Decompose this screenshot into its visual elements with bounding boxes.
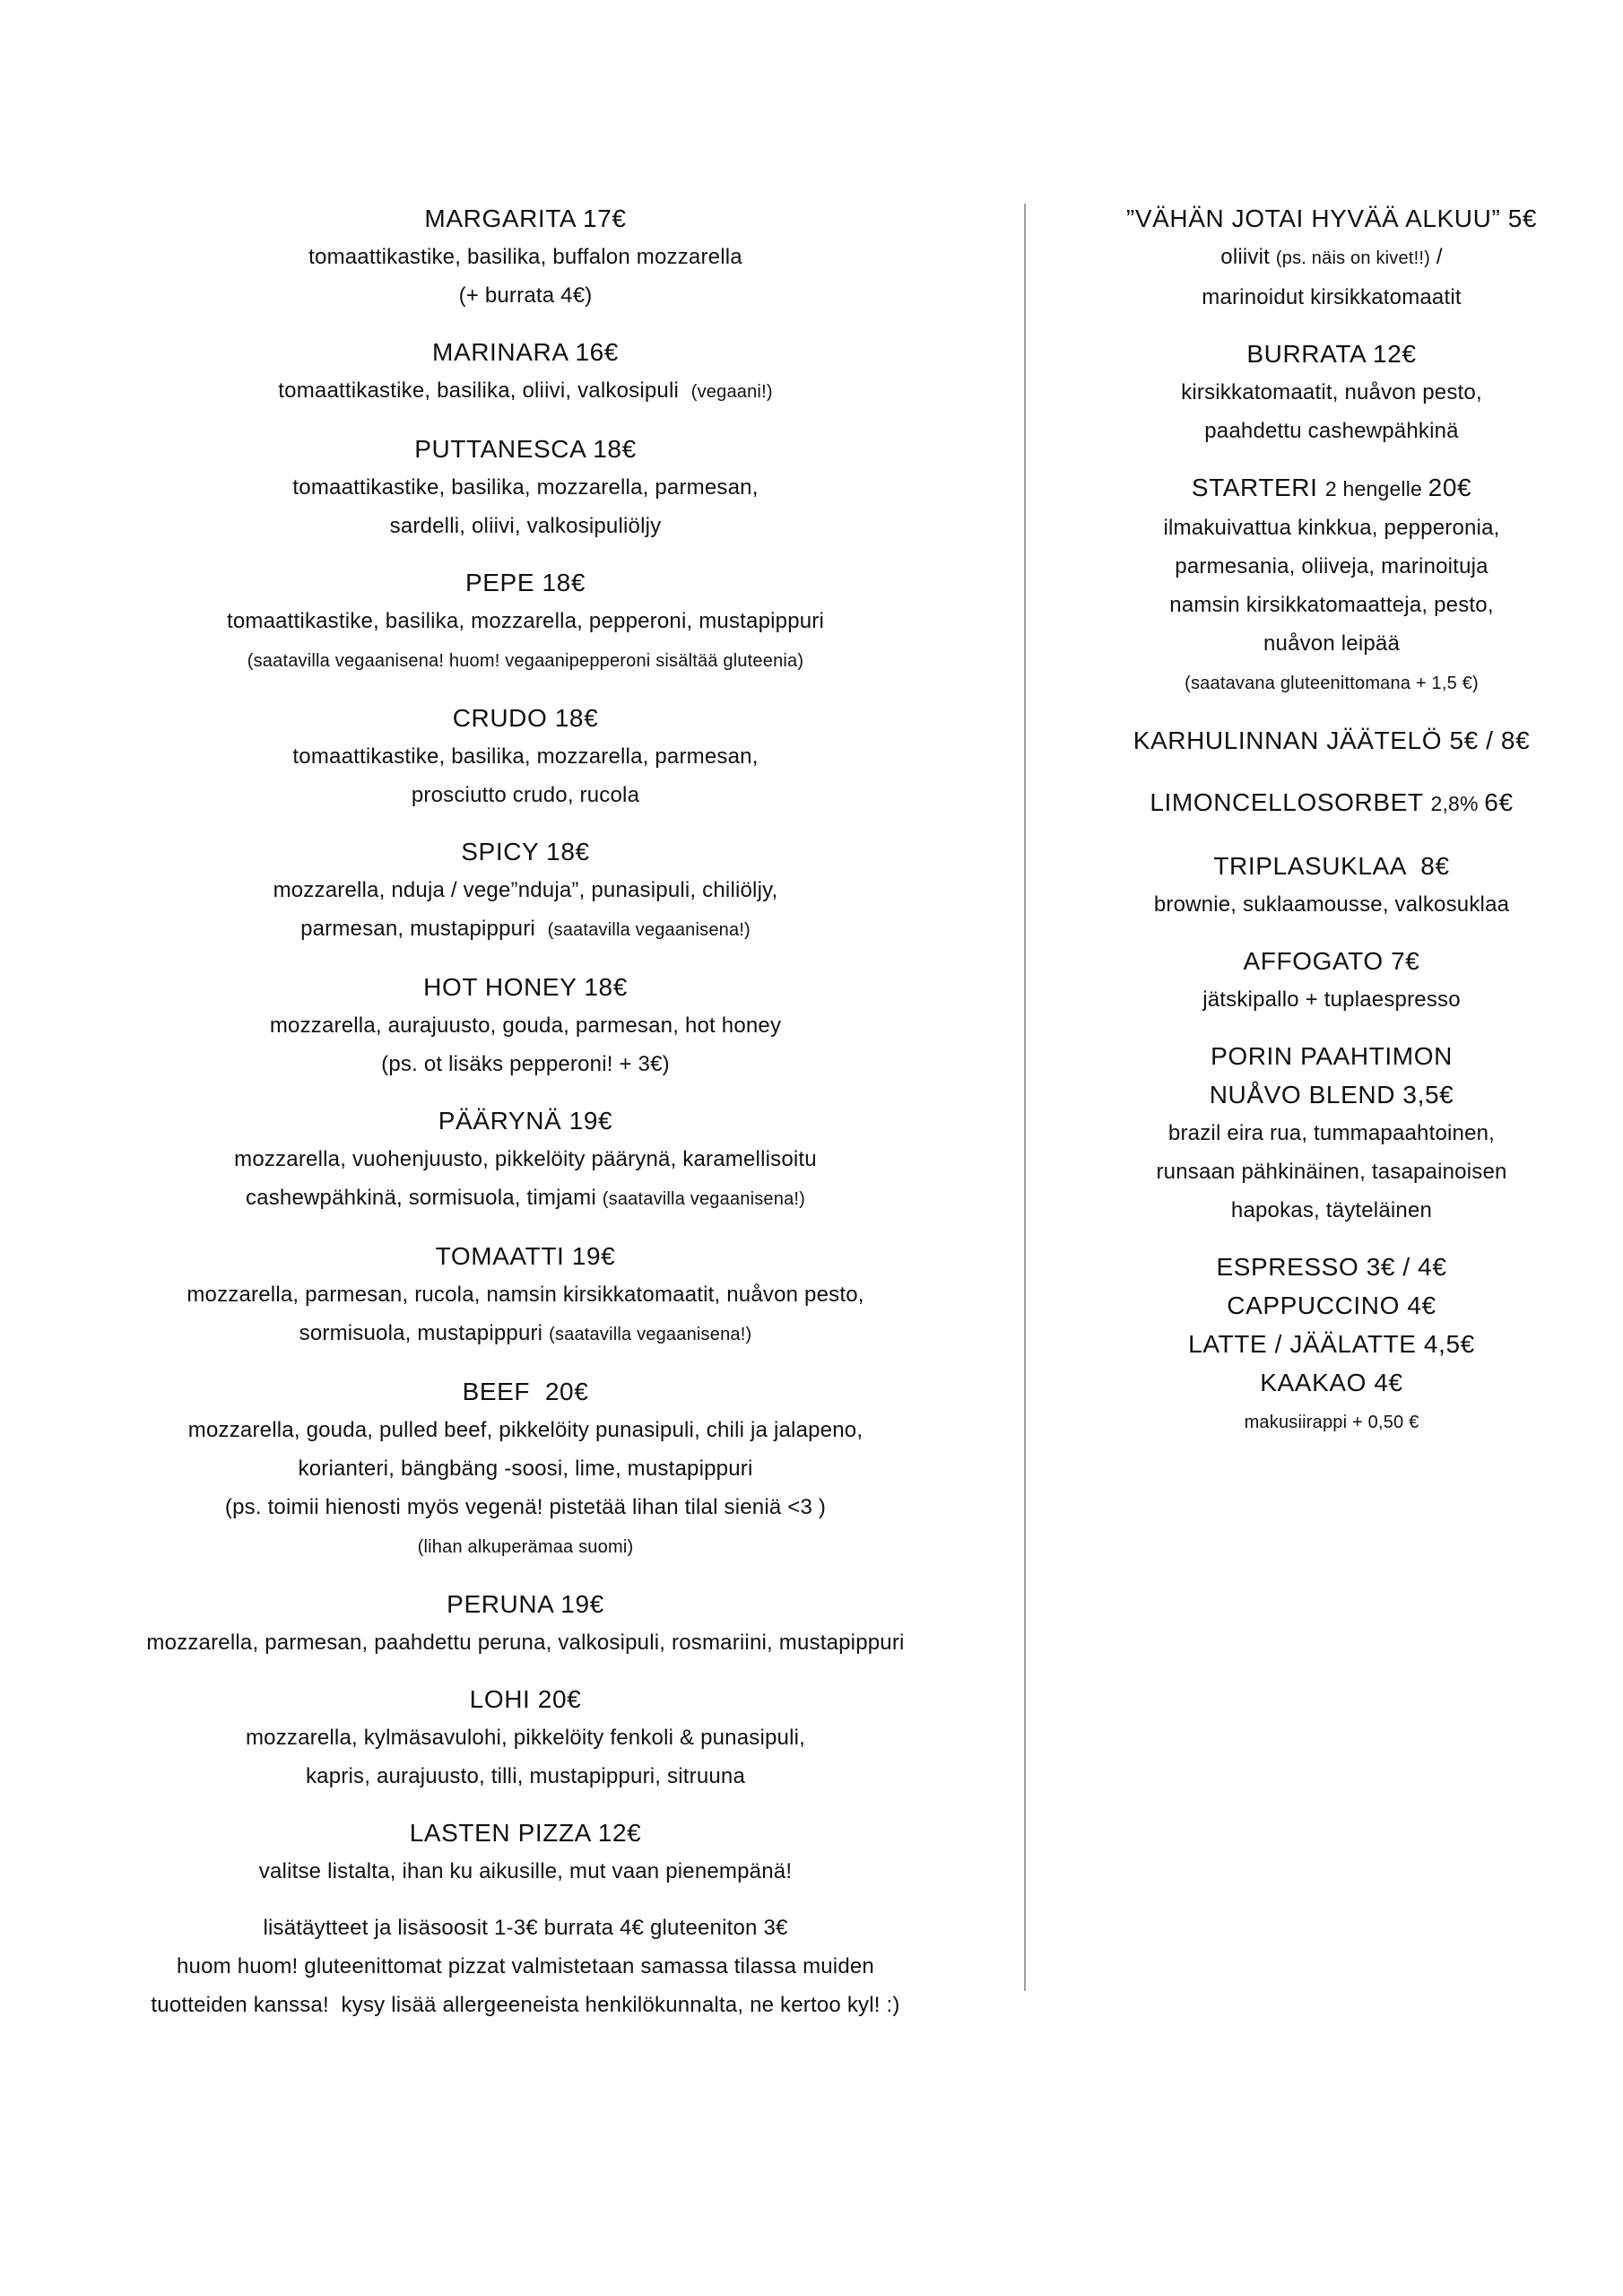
item-description [1072, 278, 1592, 317]
item-title [1072, 942, 1592, 980]
menu-item-lohi [72, 1680, 979, 1796]
title-text: BURRATA 12€ [1246, 340, 1417, 368]
item-description [1072, 238, 1592, 278]
item-description [1072, 586, 1592, 624]
menu-item-burrata [1072, 335, 1592, 450]
description-text: ilmakuivattua kinkkua, pepperonia, [1163, 516, 1500, 540]
item-title [72, 1585, 979, 1623]
description-text: hapokas, täyteläinen [1230, 1198, 1433, 1222]
item-title [72, 430, 979, 468]
item-title [1072, 847, 1592, 885]
menu-item-peruna [72, 1585, 979, 1662]
description-text: tomaattikastike, basilika, oliivi, valkosipuli [278, 378, 691, 403]
item-description [72, 1411, 979, 1449]
title-text: 6€ [1484, 788, 1514, 816]
description-text: tomaattikastike, basilika, mozzarella, parmesan, [292, 744, 759, 769]
description-text: cashewpähkinä, sormisuola, timjami [245, 1186, 603, 1210]
item-title [72, 1237, 979, 1275]
item-title [1072, 468, 1592, 509]
description-text: (ps. ot lisäks pepperoni! + 3€) [381, 1052, 670, 1076]
item-title [1072, 1363, 1592, 1402]
description-text: (saatavilla vegaanisena!) [547, 920, 751, 940]
title-text: TRIPLASUKLAA 8€ [1213, 852, 1450, 880]
description-text: parmesania, oliiveja, marinoituja [1175, 554, 1488, 578]
item-description [72, 776, 979, 814]
description-text: tomaattikastike, basilika, mozzarella, parmesan, [292, 475, 759, 500]
menu-item-paaryna [72, 1101, 979, 1219]
title-text: NUÅVO BLEND 3,5€ [1209, 1081, 1454, 1109]
description-text: korianteri, bängbäng -soosi, lime, mustapippuri [298, 1457, 753, 1481]
description-text: (vegaani!) [690, 382, 773, 402]
starters-desserts-drinks-column [1072, 199, 1592, 1460]
description-text: valitse listalta, ihan ku aikusille, mut vaan pienempänä! [258, 1859, 793, 1883]
description-text: (saatavana gluteenittomana + 1,5 €) [1185, 674, 1479, 693]
title-text: PEPE 18€ [465, 569, 586, 596]
item-title [1072, 199, 1592, 238]
description-text: kirsikkatomaatit, nuåvon pesto, [1181, 380, 1482, 404]
item-description [72, 1852, 979, 1891]
description-text: lisätäytteet ja lisäsoosit 1-3€ burrata 4€ gluteeniton 3€ [263, 1916, 788, 1940]
description-text: huom huom! gluteenittomat pizzat valmistetaan samassa tilassa muiden [177, 1954, 874, 1979]
item-description [72, 1909, 979, 1947]
description-text: sormisuola, mustapippuri [299, 1321, 550, 1345]
menu-item-beef [72, 1372, 979, 1567]
item-description [72, 1986, 979, 2024]
description-text: mozzarella, aurajuusto, gouda, parmesan, hot honey [269, 1013, 782, 1038]
title-text: HOT HONEY 18€ [423, 973, 628, 1001]
description-text: nuåvon leipää [1263, 631, 1401, 656]
title-text: CRUDO 18€ [452, 704, 599, 732]
title-text: PORIN PAAHTIMON [1211, 1042, 1453, 1070]
menu-item-karhulinnan-jaatelo [1072, 721, 1592, 760]
item-description [1072, 1114, 1592, 1152]
item-title [72, 968, 979, 1006]
item-description [1072, 509, 1592, 547]
description-text: marinoidut kirsikkatomaatit [1202, 285, 1462, 309]
description-text: tomaattikastike, basilika, mozzarella, pepperoni, mustapippuri [226, 609, 825, 633]
item-description [72, 1275, 979, 1314]
item-title [72, 1813, 979, 1852]
title-text: KARHULINNAN JÄÄTELÖ 5€ / 8€ [1133, 726, 1531, 754]
title-text: 2 hengelle [1324, 477, 1428, 500]
description-text: mozzarella, nduja / vege”nduja”, punasipuli, chiliöljy, [273, 878, 778, 902]
menu-item-lasten-pizza [72, 1813, 979, 1891]
item-description [72, 909, 979, 950]
description-text: runsaan pähkinäinen, tasapainoisen [1156, 1160, 1507, 1184]
menu-item-margarita [72, 199, 979, 315]
item-description [1072, 980, 1592, 1019]
title-text: ”VÄHÄN JOTAI HYVÄÄ ALKUU” 5€ [1125, 204, 1538, 232]
item-title [1072, 783, 1592, 823]
item-description [1072, 373, 1592, 412]
item-description [72, 276, 979, 315]
item-title [1072, 1286, 1592, 1325]
item-description [1072, 624, 1592, 663]
item-title [72, 1372, 979, 1411]
item-description [1072, 885, 1592, 924]
item-description [72, 1526, 979, 1567]
description-text: (lihan alkuperämaa suomi) [417, 1537, 634, 1557]
item-title [1072, 1248, 1592, 1286]
item-description [72, 871, 979, 909]
menu-item-pepe [72, 563, 979, 681]
title-text: KAAKAO 4€ [1260, 1369, 1403, 1396]
item-title [1072, 1037, 1592, 1075]
item-title [1072, 1075, 1592, 1114]
title-text: CAPPUCCINO 4€ [1227, 1292, 1436, 1319]
menu-item-triplasuklaa [1072, 847, 1592, 924]
description-text: jätskipallo + tuplaespresso [1202, 987, 1461, 1012]
menu-item-limoncellosorbet [1072, 783, 1592, 823]
item-title [72, 1101, 979, 1140]
item-description [72, 1140, 979, 1178]
description-text: brazil eira rua, tummapaahtoinen, [1167, 1121, 1496, 1145]
title-text: PERUNA 19€ [447, 1590, 604, 1618]
title-text: SPICY 18€ [461, 838, 590, 865]
menu-item-porin-paahtimon-nuavo-blend [1072, 1037, 1592, 1230]
description-text: tomaattikastike, basilika, buffalon mozzarella [308, 245, 742, 269]
menu-item-puttanesca [72, 430, 979, 545]
title-text: TOMAATTI 19€ [435, 1242, 616, 1270]
item-title [72, 563, 979, 602]
description-text: namsin kirsikkatomaatteja, pesto, [1169, 593, 1494, 617]
title-text: AFFOGATO 7€ [1243, 947, 1420, 975]
menu-item-affogato [1072, 942, 1592, 1019]
item-description [72, 1449, 979, 1488]
item-description [72, 1178, 979, 1219]
title-text: LIMONCELLOSORBET [1150, 788, 1431, 816]
title-text: LATTE / JÄÄLATTE 4,5€ [1188, 1330, 1475, 1358]
item-description [1072, 412, 1592, 450]
menu-item-vahan-jotai-hyvaa-alkuu [1072, 199, 1592, 317]
item-title [1072, 1325, 1592, 1363]
item-description [72, 602, 979, 640]
item-description [72, 1006, 979, 1045]
description-text: tuotteiden kanssa! kysy lisää allergeeneista henkilökunnalta, ne kertoo kyl! :) [151, 1993, 900, 2017]
menu-item-marinara [72, 333, 979, 412]
item-description [72, 1488, 979, 1526]
item-description [72, 371, 979, 412]
item-description [72, 507, 979, 545]
title-text: LASTEN PIZZA 12€ [409, 1819, 642, 1847]
description-text: prosciutto crudo, rucola [411, 783, 640, 807]
column-divider [1024, 204, 1026, 1991]
menu-item-spicy [72, 832, 979, 950]
description-text: (saatavilla vegaanisena!) [602, 1189, 806, 1209]
menu-item-starteri [1072, 468, 1592, 703]
description-text: mozzarella, parmesan, paahdettu peruna, valkosipuli, rosmariini, mustapippuri [146, 1631, 905, 1655]
item-title [72, 699, 979, 737]
description-text: mozzarella, gouda, pulled beef, pikkelöity punasipuli, chili ja jalapeno, [187, 1418, 864, 1442]
description-text: parmesan, mustapippuri [300, 917, 548, 941]
menu-item-hot-honey [72, 968, 979, 1083]
menu-item-kahvijuomat [1072, 1248, 1592, 1442]
item-description [72, 737, 979, 776]
item-description [72, 1718, 979, 1757]
description-text: (ps. toimii hienosti myös vegenä! pistetää lihan tilal sieniä <3 ) [224, 1495, 827, 1519]
item-title [1072, 721, 1592, 760]
menu-footer-note [72, 1909, 979, 2024]
item-description [1072, 1191, 1592, 1230]
title-text: MARGARITA 17€ [424, 204, 627, 232]
item-description [72, 468, 979, 507]
item-title [72, 832, 979, 871]
pizzas-column [72, 199, 979, 2042]
item-description [72, 1947, 979, 1986]
item-title [1072, 335, 1592, 373]
item-description [1072, 663, 1592, 703]
description-text: oliivit [1220, 245, 1276, 269]
item-description [72, 1045, 979, 1083]
item-title [72, 199, 979, 238]
description-text: (saatavilla vegaanisena!) [549, 1325, 752, 1344]
item-description [72, 1314, 979, 1354]
description-text: mozzarella, vuohenjuusto, pikkelöity päärynä, karamellisoitu [234, 1147, 817, 1171]
title-text: STARTERI [1191, 474, 1325, 501]
title-text: LOHI 20€ [469, 1685, 582, 1713]
description-text: / [1429, 245, 1443, 269]
menu-item-crudo [72, 699, 979, 814]
item-description [1072, 1152, 1592, 1191]
title-text: BEEF 20€ [462, 1378, 589, 1405]
item-description [1072, 1402, 1592, 1442]
description-text: kapris, aurajuusto, tilli, mustapippuri, sitruuna [305, 1764, 746, 1788]
description-text: (saatavilla vegaanisena! huom! vegaanipepperoni sisältää gluteenia) [247, 651, 804, 671]
description-text: (+ burrata 4€) [458, 283, 593, 308]
title-text: 2,8% [1430, 792, 1485, 815]
title-text: PUTTANESCA 18€ [414, 435, 637, 463]
title-text: ESPRESSO 3€ / 4€ [1216, 1253, 1447, 1281]
title-text: MARINARA 16€ [432, 338, 619, 366]
description-text: brownie, suklaamousse, valkosuklaa [1153, 892, 1510, 917]
description-text: makusiirappi + 0,50 € [1244, 1413, 1419, 1432]
title-text: PÄÄRYNÄ 19€ [438, 1107, 613, 1135]
description-text: mozzarella, parmesan, rucola, namsin kirsikkatomaatit, nuåvon pesto, [187, 1283, 864, 1307]
title-text: 20€ [1428, 474, 1472, 501]
item-description [72, 640, 979, 681]
item-description [72, 238, 979, 276]
item-title [72, 1680, 979, 1718]
description-text: sardelli, oliivi, valkosipuliöljy [389, 514, 662, 538]
item-description [1072, 547, 1592, 586]
item-title [72, 333, 979, 371]
item-description [72, 1757, 979, 1796]
menu-item-tomaatti [72, 1237, 979, 1354]
description-text: paahdettu cashewpähkinä [1204, 419, 1459, 443]
item-description [72, 1623, 979, 1662]
description-text: mozzarella, kylmäsavulohi, pikkelöity fenkoli & punasipuli, [245, 1726, 806, 1750]
description-text: (ps. näis on kivet!!) [1275, 248, 1430, 268]
